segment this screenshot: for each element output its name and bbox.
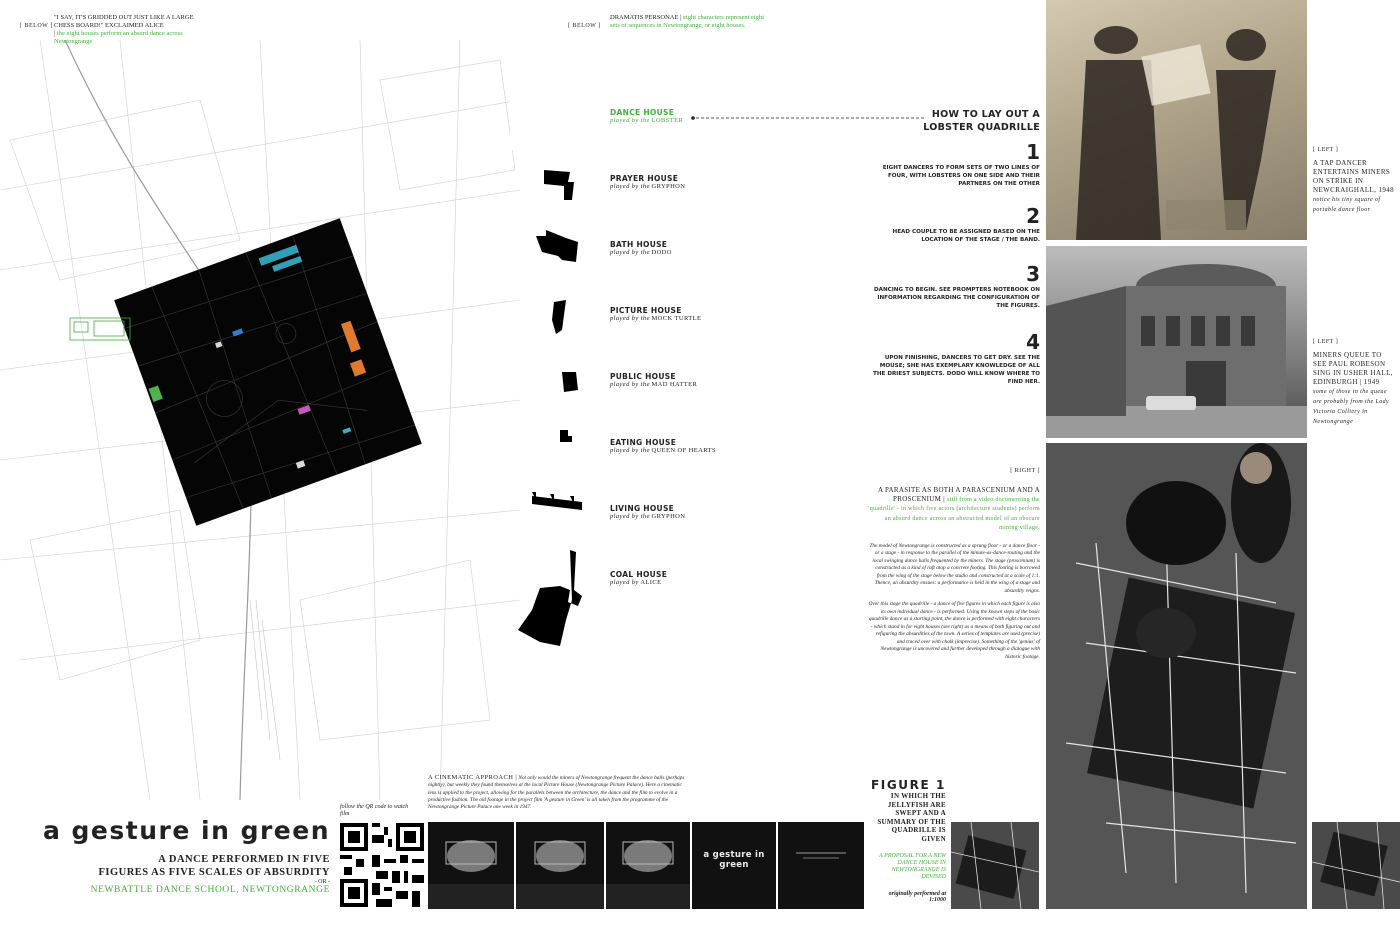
played-by-label: played by [610,579,639,586]
caption-tap-dancer [1313,146,1397,215]
quadrille-instructions [860,108,1040,385]
top-left-caption [20,14,210,45]
parasite-paragraph-2: Over this stage the quadrille - a dance of five figures in which each figure is also its own individual dance - is performed. Using the known steps of the basic quadrille dance as a starting point, the dance is performed with eight characters - which stand in for eight houses (see right) as a means of both figuring out and refiguring the absurdities of the town. A series of templates are used (precise) and traced over with chalk (imprecise). Something of the 'genius' of Newtongrange is uncovered and further developed through a dialogue with historic footage. [868,601,1040,660]
house-role: MOCK TURTLE [651,315,702,322]
house-role: LOBSTER [651,117,684,124]
picture-house-shape [552,300,566,334]
house-item [610,306,701,322]
house-role: MAD HATTER [651,381,698,388]
qr-code[interactable] [340,823,424,907]
house-name-bath: BATH HOUSE [610,240,668,249]
quadrille-title-line1: HOW TO LAY OUT A [931,109,1040,120]
played-by-label: played by the [610,117,650,124]
house-name-eating: EATING HOUSE [610,438,677,447]
step-text: UPON FINISHING, DANCERS TO GET DRY. SEE THE MOUSE; SHE HAS EXEMPLARY KNOWLEDGE OF ALL THE DRIEST SUBJECTS. DODO WILL KNOW WHERE TO FIND HER. [873,355,1040,385]
house-sub-living [610,513,685,520]
house-name-public: PUBLIC HOUSE [610,372,676,381]
film-frame-1 [428,822,514,909]
school-name: NEWBATTLE DANCE SCHOOL, NEWTONGRANGE [90,885,330,895]
quote-separator: | [54,30,56,37]
played-by-label: played by the [610,381,650,388]
house-name-coal: COAL HOUSE [610,570,668,579]
film-frame-title-text: a gesture in green [703,850,765,870]
subtitle-line-2: FIGURES AS FIVE SCALES OF ABSURDITY [98,866,330,878]
coal-house-shape [518,550,582,646]
house-role: ALICE [640,579,662,586]
house-role: DODO [651,249,672,256]
dramatis-note: eight characters represent eight sets of sequences in Newtongrange, or eight houses. [610,14,765,29]
house-item [610,240,672,256]
played-by-label: played by the [610,183,650,190]
house-sub-public [610,381,697,388]
film-frame-2 [516,822,604,909]
cinematic-heading: A CINEMATIC APPROACH | [428,774,518,781]
qr-caption: follow the QR code to watch film [340,804,409,817]
parasite-heading: A PARASITE AS BOTH A PARASCENIUM AND A PROSCENIUM | [877,486,1040,503]
cinematic-block [428,774,690,811]
photo-thumb-right [1312,822,1400,909]
parasite-heading-note: still from a video documenting the 'quadrille' - in which five actors (architecture students) perform an absurd dance across an abstracted model of an obscure mining village. [868,496,1040,531]
step-number: 4 [1026,330,1040,354]
parasite-heading-wrap [868,486,1040,533]
prayer-house-shape [544,170,574,200]
house-sub-bath [610,249,672,256]
house-name-picture: PICTURE HOUSE [610,306,682,315]
photo-thumb-left [951,822,1039,909]
or-separator: - OR - [314,879,330,885]
quadrille-step [870,204,1040,244]
figure-1-block [866,778,946,903]
house-role: GRYPHON [651,183,686,190]
caption-usher-hall [1313,338,1397,427]
title-block [40,814,330,895]
house-role: GRYPHON [651,513,686,520]
film-frame-title [692,822,776,909]
scale-value: 1:1000 [929,897,946,903]
caption-text: MINERS QUEUE TO SEE PAUL ROBESON SING IN USHER HALL, EDINBURGH | 1949 [1313,351,1393,386]
right-tag: [ RIGHT ] [1010,468,1040,474]
quadrille-step [870,262,1040,310]
background-map [0,40,520,800]
house-item [610,174,685,190]
house-role: QUEEN OF HEARTS [651,447,716,454]
left-tag: [ LEFT ] [1313,147,1339,153]
house-item [610,504,685,520]
quadrille-step [870,330,1040,386]
figure-proposal: A PROPOSAL FOR A NEW DANCE HOUSE IN NEWTONGRANGE IS DEVISED [879,853,946,880]
house-sub-prayer [610,183,685,190]
played-by-label: played by the [610,315,650,322]
played-by-label: played by the [610,249,650,256]
house-sub-picture [610,315,701,322]
film-frame-3 [606,822,690,909]
subtitle-line-1: A DANCE PERFORMED IN FIVE [158,854,330,865]
quadrille-title [860,108,1040,134]
played-by-label: played by the [610,447,650,454]
quadrille-step [870,140,1040,188]
parasite-paragraph-1: The model of Newtongrange is constructed as a sprung floor - or a dance floor - or a stage - in response to the parallel of the minute-as-dance-routing and the local swinging dance halls frequented by the miners. The stage (proscenium) is constructed as a kind of raft atop a concrete footing. This footing is borrowed from the wing of the stage below the studio and constructed at a scale of 1:1. Thence, an absurdity ensues: a performance is held in the wing of a stage and absurdity reigns. [869,542,1040,594]
living-house-shape [532,492,582,510]
house-sub-eating [610,447,716,454]
house-sub-dance [610,117,683,124]
step-number: 1 [1026,140,1040,164]
house-name-living: LIVING HOUSE [610,504,675,513]
house-name-dance: DANCE HOUSE [610,108,675,117]
eating-house-shape [560,430,572,442]
house-item [610,438,716,454]
photo-usher-hall [1046,246,1307,438]
alice-quote: "I SAY, IT'S GRIDDED OUT JUST LIKE A LARGE CHESS BOARD!" EXCLAIMED ALICE [54,14,194,29]
house-silhouettes [510,90,610,650]
scale-note: originally performed at [888,891,946,897]
film-frame-credits [778,822,864,909]
photo-performance [1046,443,1307,909]
caption-note: some of those in the queue are probably from the Lady Victoria Colliery in Newtongrange [1313,389,1390,425]
step-number: 2 [1026,204,1040,228]
dramatis-header [568,14,768,32]
quadrille-title-line2: LOBSTER QUADRILLE [923,122,1040,133]
figure-caption: IN WHICH THE JELLYFISH ARE SWEPT AND A SUMMARY OF THE QUADRILLE IS GIVEN [877,792,946,843]
played-by-label: played by the [610,513,650,520]
qr-code-icon [340,823,424,907]
dramatis-title: DRAMATIS PERSONAE | [610,14,682,21]
figure-label: FIGURE 1 [870,778,946,792]
quote-note: the eight houses perform an absurd dance across Newtongrange [54,30,183,45]
house-item [610,108,683,124]
step-text: EIGHT DANCERS TO FORM SETS OF TWO LINES OF FOUR, WITH LOBSTERS ON ONE SIDE AND THEIR PARTNERS ON THE OTHER [882,165,1040,187]
house-sub-coal [610,579,667,586]
step-number: 3 [1026,262,1040,286]
step-text: DANCING TO BEGIN. SEE PROMPTERS NOTEBOOK ON INFORMATION REGARDING THE CONFIGURATION OF THE FIGURES. [873,287,1040,309]
green-dance-house-site [68,312,148,352]
cinematic-text: Not only would the miners of Newtongrange frequent the dance halls (perhaps nightly), but weekly they found themselves at the local Picture House (Newtongrange Picture Palace). Here a cinematic lens is applied to the project, allowing for the parallels between the architecture, the dance and the film to evolve in a productive fashion. The old footage in the project film 'A gesture in Green' is all taken from the programme of the Newtongrange Picture Palace one week in 1947. [428,775,685,811]
below-tag: [ BELOW ] [20,23,53,29]
house-item [610,372,697,388]
left-tag: [ LEFT ] [1313,339,1339,345]
caption-note: notice his tiny square of portable dance floor [1313,197,1381,213]
parasite-block [868,468,1040,661]
step-text: HEAD COUPLE TO BE ASSIGNED BASED ON THE LOCATION OF THE STAGE / THE BAND. [892,229,1040,243]
public-house-shape [562,372,578,392]
below-tag-2: [ BELOW ] [568,23,601,29]
photo-tap-dancer [1046,0,1307,240]
bath-house-shape [536,230,578,262]
main-title: a gesture in green [42,816,330,845]
caption-text: A TAP DANCER ENTERTAINS MINERS ON STRIKE IN NEWCRAIGHALL, 1948 [1313,159,1395,194]
house-name-prayer: PRAYER HOUSE [610,174,679,183]
house-item [610,570,667,586]
